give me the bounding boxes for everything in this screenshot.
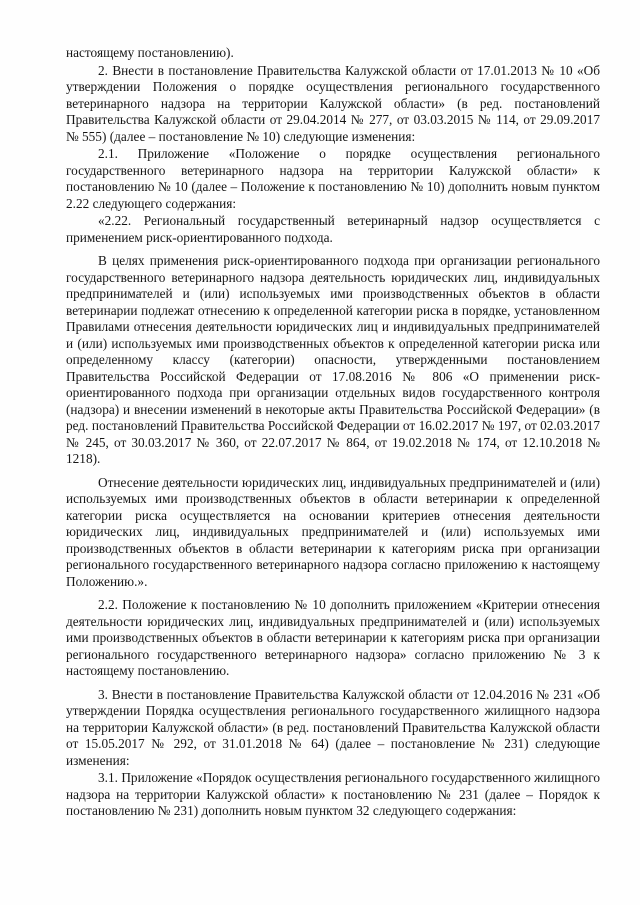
paragraph-item-3-1: 3.1. Приложение «Порядок осуществления регионального государственного жилищного надзора на территории Калужской области» к постановлению № 231 (далее – Порядок к постановлению № 231) дополнить новым пунктом 32 следующего содержания: — [66, 770, 600, 818]
paragraph-item-2-2: 2.2. Положение к постановлению № 10 дополнить приложением «Критерии отнесения деятельности юридических лиц, индивидуальных предпринимателей и (или) используемых ими производственных объектов в области ветеринарии к категориям риска при организации регионального государственного ветеринарного надзора» согласно приложению № 3 к настоящему постановлению. — [66, 597, 600, 678]
paragraph-continuation: настоящему постановлению). — [66, 45, 234, 60]
paragraph-item-2-1: 2.1. Приложение «Положение о порядке осуществления регионального государственного ветеринарного надзора на территории Калужской области» к постановлению № 10 (далее – Положение к постановлению № 10) дополнить новым пунктом 2.22 следующего содержания: — [66, 146, 600, 211]
paragraph-item-2-22: «2.22. Региональный государственный ветеринарный надзор осуществляется с применением риск-ориентированного подхода. — [66, 213, 600, 245]
paragraph-risk-approach: В целях применения риск-ориентированного подхода при организации регионального государственного ветеринарного надзора деятельность юридических лиц, индивидуальных предпринимателей и (или) используемых ими производственных объектов в области ветеринарии подлежат отнесению к определенной категории риска в порядке, установленном Правилами отнесения деятельности юридических лиц и индивидуальных предпринимателей и (или) используемых ими производственных объектов к определенной категории риска или определенному классу (категории) опасности, утвержденными постановлением Правительства Российской Федерации от 17.08.2016 № 806 «О применении риск-ориентированного подхода при организации отдельных видов государственного контроля (надзора) и внесении изменений в некоторые акты Правительства Российской Федерации» (в ред. постановлений Правительства Российской Федерации от 16.02.2017 № 197, от 02.03.2017 № 245, от 30.03.2017 № 360, от 22.07.2017 № 864, от 19.02.2018 № 174, от 12.10.2018 № 1218). — [66, 253, 600, 466]
paragraph-item-3: 3. Внести в постановление Правительства Калужской области от 12.04.2016 № 231 «Об утверждении Порядка осуществления регионального государственного жилищного надзора на территории Калужской области» (в ред. постановлений Правительства Калужской области от 15.05.2017 № 292, от 31.01.2018 № 64) (далее – постановление № 231) следующие изменения: — [66, 686, 600, 768]
paragraph-risk-categories: Отнесение деятельности юридических лиц, индивидуальных предпринимателей и (или) используемых ими производственных объектов в области ветеринарии к определенной категории риска осуществляется на основании критериев отнесения деятельности юридических лиц, индивидуальных предпринимателей и (или) используемых ими производственных объектов в области ветеринарии к категориям риска при организации регионального государственного ветеринарного надзора согласно приложению к настоящему Положению.». — [66, 474, 600, 589]
paragraph-item-2: 2. Внести в постановление Правительства Калужской области от 17.01.2013 № 10 «Об утверждении Положения о порядке осуществления регионального государственного ветеринарного надзора на территории Калужской области» (в ред. постановлений Правительства Калужской области от 29.04.2014 № 277, от 03.03.2015 № 114, от 29.09.2017 № 555) (далее – постановление № 10) следующие изменения: — [66, 62, 600, 144]
